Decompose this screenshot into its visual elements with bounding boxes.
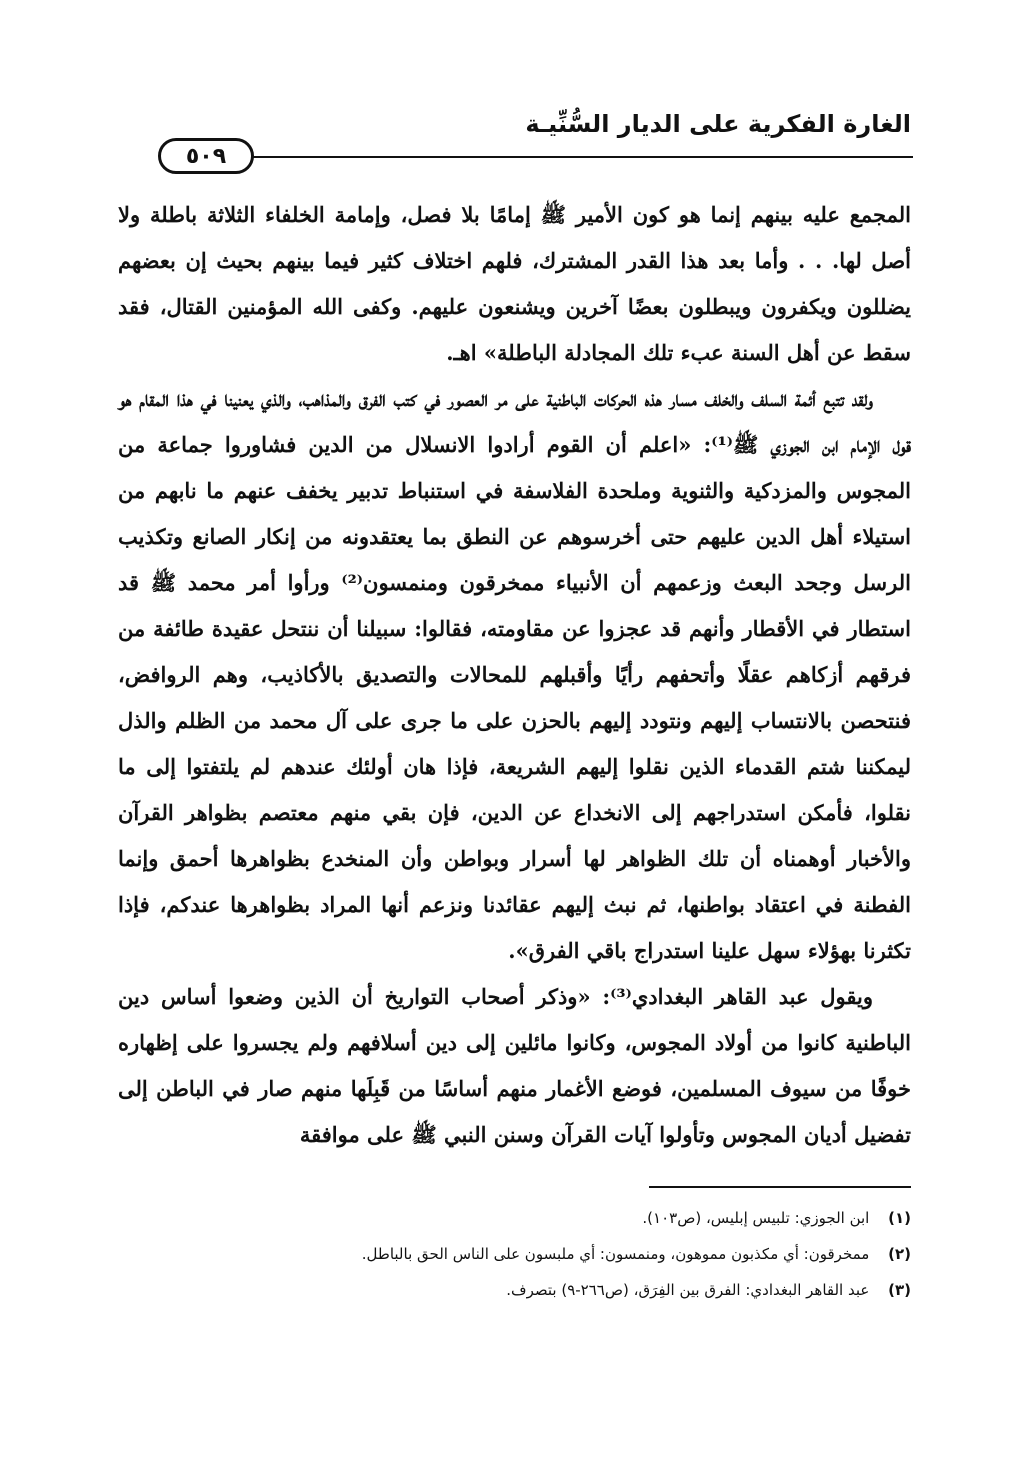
paragraph-3: ويقول عبد القاهر البغدادي⁽³⁾: «وذكر أصحاب التواريخ أن الذين وضعوا أساس دين الباطنية كانوا من أولاد المجوس، وكانوا مائلين إلى دين أسلافهم ولم يجسروا على إظهاره خوفًا من سيوف المسلمين، فوضع الأغمار منهم أساسًا من قَبِلَها منهم صار في الباطن إلى تفضيل أديان المجوس وتأولوا آيات القرآن وسنن النبي ﷺ على موافقة bbox=[118, 984, 911, 1147]
footnote-1 bbox=[118, 1200, 911, 1236]
footnotes bbox=[118, 1200, 911, 1308]
footnote-3 bbox=[118, 1272, 911, 1308]
footnote-number: (٢) bbox=[888, 1245, 911, 1263]
paragraph-2: ولقد تتبع أئمة السلف والخلف مسار هذه الحركات الباطنية على مر العصور في كتب الفرق والمذاهب، والذي يعنينا في هذا المقام هو قول الإمام ابن الجوزي ﷺ⁽¹⁾: «اعلم أن القوم أرادوا الانسلال من الدين فشاوروا جماعة من المجوس والمزدكية والثنوية وملحدة الفلاسفة في استنباط تدبير يخفف عنهم ما نابهم من استيلاء أهل الدين عليهم حتى أخرسوهم عن النطق بما يعتقدونه من إنكار الصانع وتكذيب الرسل وجحد البعث وزعمهم أن الأنبياء ممخرقون ومنمسون⁽²⁾ ورأوا أمر محمد ﷺ قد استطار في الأقطار وأنهم قد عجزوا عن مقاومته، فقالوا: سبيلنا أن ننتحل عقيدة طائفة من فرقهم أزكاهم عقلًا وأتحفهم رأيًا وأقبلهم للمحالات والتصديق بالأكاذيب، وهم الروافض، فنتحصن بالانتساب إليهم ونتودد إليهم بالحزن على ما جرى على آل محمد من الظلم والذل ليمكننا شتم القدماء الذين نقلوا إليهم الشريعة، فإذا هان أولئك عندهم لم يلتفتوا إلى ما نقلوا، فأمكن استدراجهم إلى الانخداع عن الدين، فإن بقي منهم معتصم بظواهر القرآن والأخبار أوهمناه أن تلك الظواهر لها أسرار وبواطن وأن المنخدع بظواهرها أحمق وإنما الفطنة في اعتقاد بواطنها، ثم نبث إليهم عقائدنا ونزعم أنها المراد بظواهرها عندكم، فإذا تكثرنا بهؤلاء سهل علينا استدراج باقي الفرق». bbox=[118, 386, 911, 963]
header-rule bbox=[232, 156, 913, 158]
footnote-rule bbox=[649, 1186, 911, 1188]
footnote-text: ممخرقون: أي مكذبون مموهون، ومنمسون: أي ملبسون على الناس الحق بالباطل. bbox=[361, 1245, 870, 1263]
footnote-text: ابن الجوزي: تلبيس إبليس، (ص١٠٣). bbox=[642, 1209, 870, 1227]
running-title: الغارة الفكرية على الديار السُّنِّيـة bbox=[525, 110, 911, 138]
footnote-2 bbox=[118, 1236, 911, 1272]
page-number-badge bbox=[158, 138, 254, 174]
body-text bbox=[118, 192, 911, 1158]
paragraph-1: المجمع عليه بينهم إنما هو كون الأمير ﷺ إمامًا بلا فصل، وإمامة الخلفاء الثلاثة باطلة ولا أصل لها. . . وأما بعد هذا القدر المشترك، فلهم اختلاف كثير فيما بينهم بحيث إن بعضهم يضللون ويكفرون ويبطلون بعضًا آخرين ويشنعون عليهم. وكفى الله المؤمنين القتال، فقد سقط عن أهل السنة عبء تلك المجادلة الباطلة» اهـ. bbox=[118, 202, 911, 365]
page-number: ٥٠٩ bbox=[185, 143, 227, 169]
footnote-text: عبد القاهر البغدادي: الفرق بين الفِرَق، (ص٢٦٦-٩) بتصرف. bbox=[506, 1281, 870, 1299]
footnote-number: (١) bbox=[888, 1209, 911, 1227]
footnote-number: (٣) bbox=[888, 1281, 911, 1299]
